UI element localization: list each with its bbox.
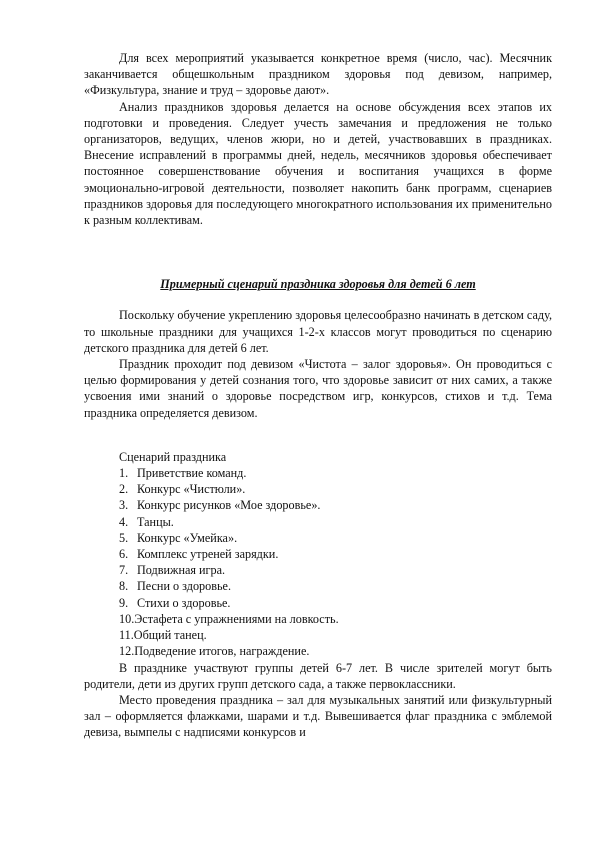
list-item-text: Стихи о здоровье. — [137, 595, 231, 610]
list-item-number: 11. — [119, 628, 134, 643]
list-item-text: Подвижная игра. — [137, 563, 226, 578]
list-item-number: 5. — [119, 530, 129, 545]
paragraph-analysis: Анализ праздников здоровья делается на основе обсуждения всех этапов их подготовки и проведения. Следует учесть замечания и предложения не только организаторов, ведущих, членов жюри, но и детей, участвовавших в праздниках. Внесение исправлений в программы дней, недель, месячников здоровья обеспечивает постоянное совершенствование обучения и воспитания учащихся в форме эмоционально-игровой деятельности, позволяет накопить банк программ, сценариев праздников здоровья для последующего многократного использования их применительно к разным коллективам. — [84, 99, 552, 228]
list-item — [119, 611, 552, 627]
document-page — [84, 50, 552, 741]
list-item — [119, 497, 552, 513]
list-item-text: Танцы. — [137, 514, 174, 529]
list-item-text: Общий танец. — [133, 628, 207, 643]
list-item — [119, 514, 552, 530]
list-item-number: 8. — [119, 579, 129, 594]
scenario-list — [84, 465, 552, 659]
list-item — [119, 481, 552, 497]
list-item-text: Комплекс утреней зарядки. — [137, 547, 279, 562]
list-item-number: 2. — [119, 482, 129, 497]
paragraph-motto: Праздник проходит под девизом «Чистота – залог здоровья». Он проводиться с целью формирования у детей сознания того, что здоровье зависит от них самих, а также усвоения ими знаний о здоровье посредством игр, конкурсов, стихов и т.д. Тема праздника определяется девизом. — [84, 357, 552, 420]
list-item-text: Приветствие команд. — [137, 466, 247, 481]
list-item — [119, 546, 552, 562]
list-item-number: 9. — [119, 595, 129, 610]
list-item — [119, 530, 552, 546]
list-item-number: 1. — [119, 466, 129, 481]
list-item — [119, 578, 552, 594]
list-item-text: Конкурс «Чистюли». — [137, 482, 246, 497]
list-item-text: Эстафета с упражнениями на ловкость. — [134, 611, 339, 626]
list-item — [119, 643, 552, 659]
list-item-number: 4. — [119, 514, 129, 529]
list-item-text: Конкурс «Умейка». — [137, 530, 238, 545]
paragraph-participants: В празднике участвуют группы детей 6-7 лет. В числе зрителей могут быть родители, дети из других групп детского сада, а также первоклассники. — [84, 660, 552, 691]
list-item — [119, 465, 552, 481]
paragraph-venue: Место проведения праздника – зал для музыкальных занятий или физкультурный зал – оформляется флажками, шарами и т.д. Вывешивается флаг праздника с эмблемой девиза, вымпелы с надписями конкурсов и — [84, 692, 552, 740]
list-item-text: Подведение итогов, награждение. — [134, 644, 310, 659]
list-item-text: Песни о здоровье. — [137, 579, 232, 594]
list-item-number: 7. — [119, 563, 129, 578]
list-item-number: 6. — [119, 547, 129, 562]
list-item-number: 10. — [119, 611, 135, 626]
list-item — [119, 595, 552, 611]
list-item — [119, 627, 552, 643]
list-item-text: Конкурс рисунков «Мое здоровье». — [137, 498, 321, 513]
paragraph-schedule-note: Для всех мероприятий указывается конкретное время (число, час). Месячник заканчивается общешкольным праздником здоровья под девизом, например, «Физкультура, знание и труд – здоровье дают». — [84, 51, 552, 98]
list-item-number: 12. — [119, 644, 135, 659]
scenario-heading: Сценарий праздника — [119, 449, 227, 464]
list-item — [119, 562, 552, 578]
section-title: Примерный сценарий праздника здоровья для детей 6 лет — [160, 277, 476, 292]
list-item-number: 3. — [119, 498, 129, 513]
paragraph-intro: Поскольку обучение укреплению здоровья целесообразно начинать в детском саду, то школьные праздники для учащихся 1-2-х классов могут проводиться по сценарию детского праздника для детей 6 лет. — [84, 308, 552, 355]
